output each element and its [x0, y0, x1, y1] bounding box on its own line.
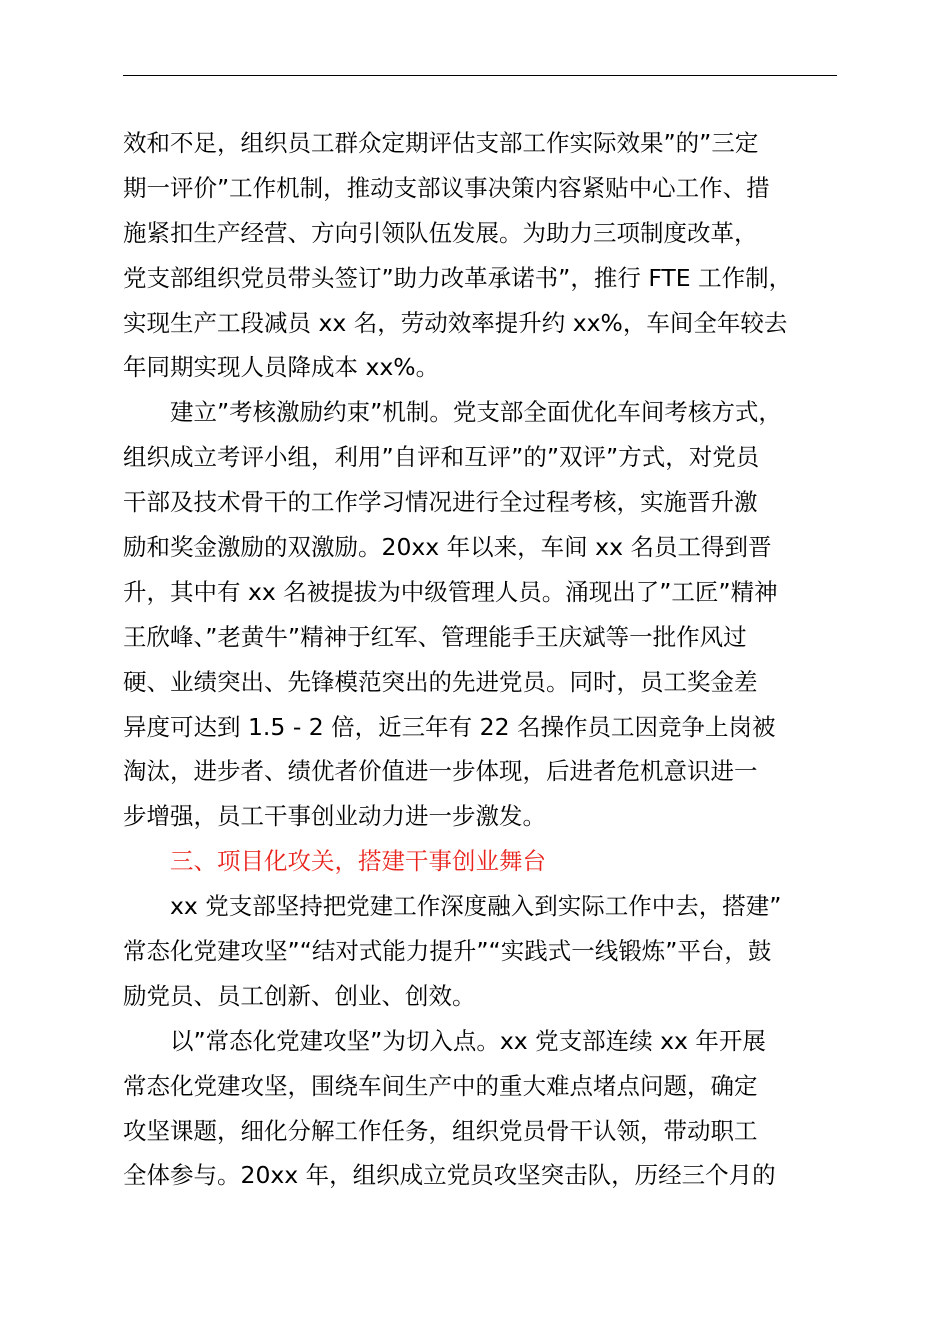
text-line: 异度可达到 1.5 - 2 倍，近三年有 22 名操作员工因竞争上岗被: [123, 712, 776, 741]
text-line: xx 党支部坚持把党建工作深度融入到实际工作中去，搭建”: [170, 892, 782, 921]
text-line: 励和奖金激励的双激励。20xx 年以来，车间 xx 名员工得到晋: [123, 533, 772, 562]
section-heading: 三、项目化攻关，搭建干事创业舞台: [170, 847, 546, 876]
text-line: 步增强，员工干事创业动力进一步激发。: [123, 802, 546, 831]
text-line: 建立”考核激励约束”机制。党支部全面优化车间考核方式，: [170, 398, 782, 427]
text-line: 期一评价”工作机制，推动支部议事决策内容紧贴中心工作、措: [123, 173, 770, 202]
text-line: 组织成立考评小组，利用”自评和互评”的”双评”方式，对党员: [123, 443, 760, 472]
text-line: 硬、业绩突出、先锋模范突出的先进党员。同时，员工奖金差: [123, 667, 758, 696]
text-line: 攻坚课题，细化分解工作任务，组织党员骨干认领，带动职工: [123, 1116, 758, 1145]
text-line: 党支部组织党员带头签订”助力改革承诺书”，推行 FTE 工作制，: [123, 263, 793, 292]
text-line: 实现生产工段减员 xx 名，劳动效率提升约 xx%，车间全年较去: [123, 308, 788, 337]
text-line: 干部及技术骨干的工作学习情况进行全过程考核，实施晋升激: [123, 488, 758, 517]
text-line: 淘汰，进步者、绩优者价值进一步体现，后进者危机意识进一: [123, 757, 758, 786]
text-line: 常态化党建攻坚”“结对式能力提升”“实践式一线锻炼”平台，鼓: [123, 937, 772, 966]
text-line: 施紧扣生产经营、方向引领队伍发展。为助力三项制度改革，: [123, 218, 758, 247]
text-line: 效和不足，组织员工群众定期评估支部工作实际效果”的”三定: [123, 129, 759, 157]
text-line: 励党员、员工创新、创业、创效。: [123, 981, 476, 1010]
text-line: 王欣峰、”老黄牛”精神于红军、管理能手王庆斌等一批作风过: [123, 622, 747, 651]
text-line: 以”常态化党建攻坚”为切入点。xx 党支部连续 xx 年开展: [170, 1026, 766, 1055]
text-line: 年同期实现人员降成本 xx%。: [123, 353, 440, 382]
header-rule: [123, 75, 837, 76]
text-line: 全体参与。20xx 年，组织成立党员攻坚突击队，历经三个月的: [123, 1161, 776, 1190]
text-line: 常态化党建攻坚，围绕车间生产中的重大难点堵点问题，确定: [123, 1071, 758, 1100]
document-body: [123, 121, 863, 1198]
text-line: 升，其中有 xx 名被提拔为中级管理人员。涌现出了”工匠”精神: [123, 577, 778, 606]
